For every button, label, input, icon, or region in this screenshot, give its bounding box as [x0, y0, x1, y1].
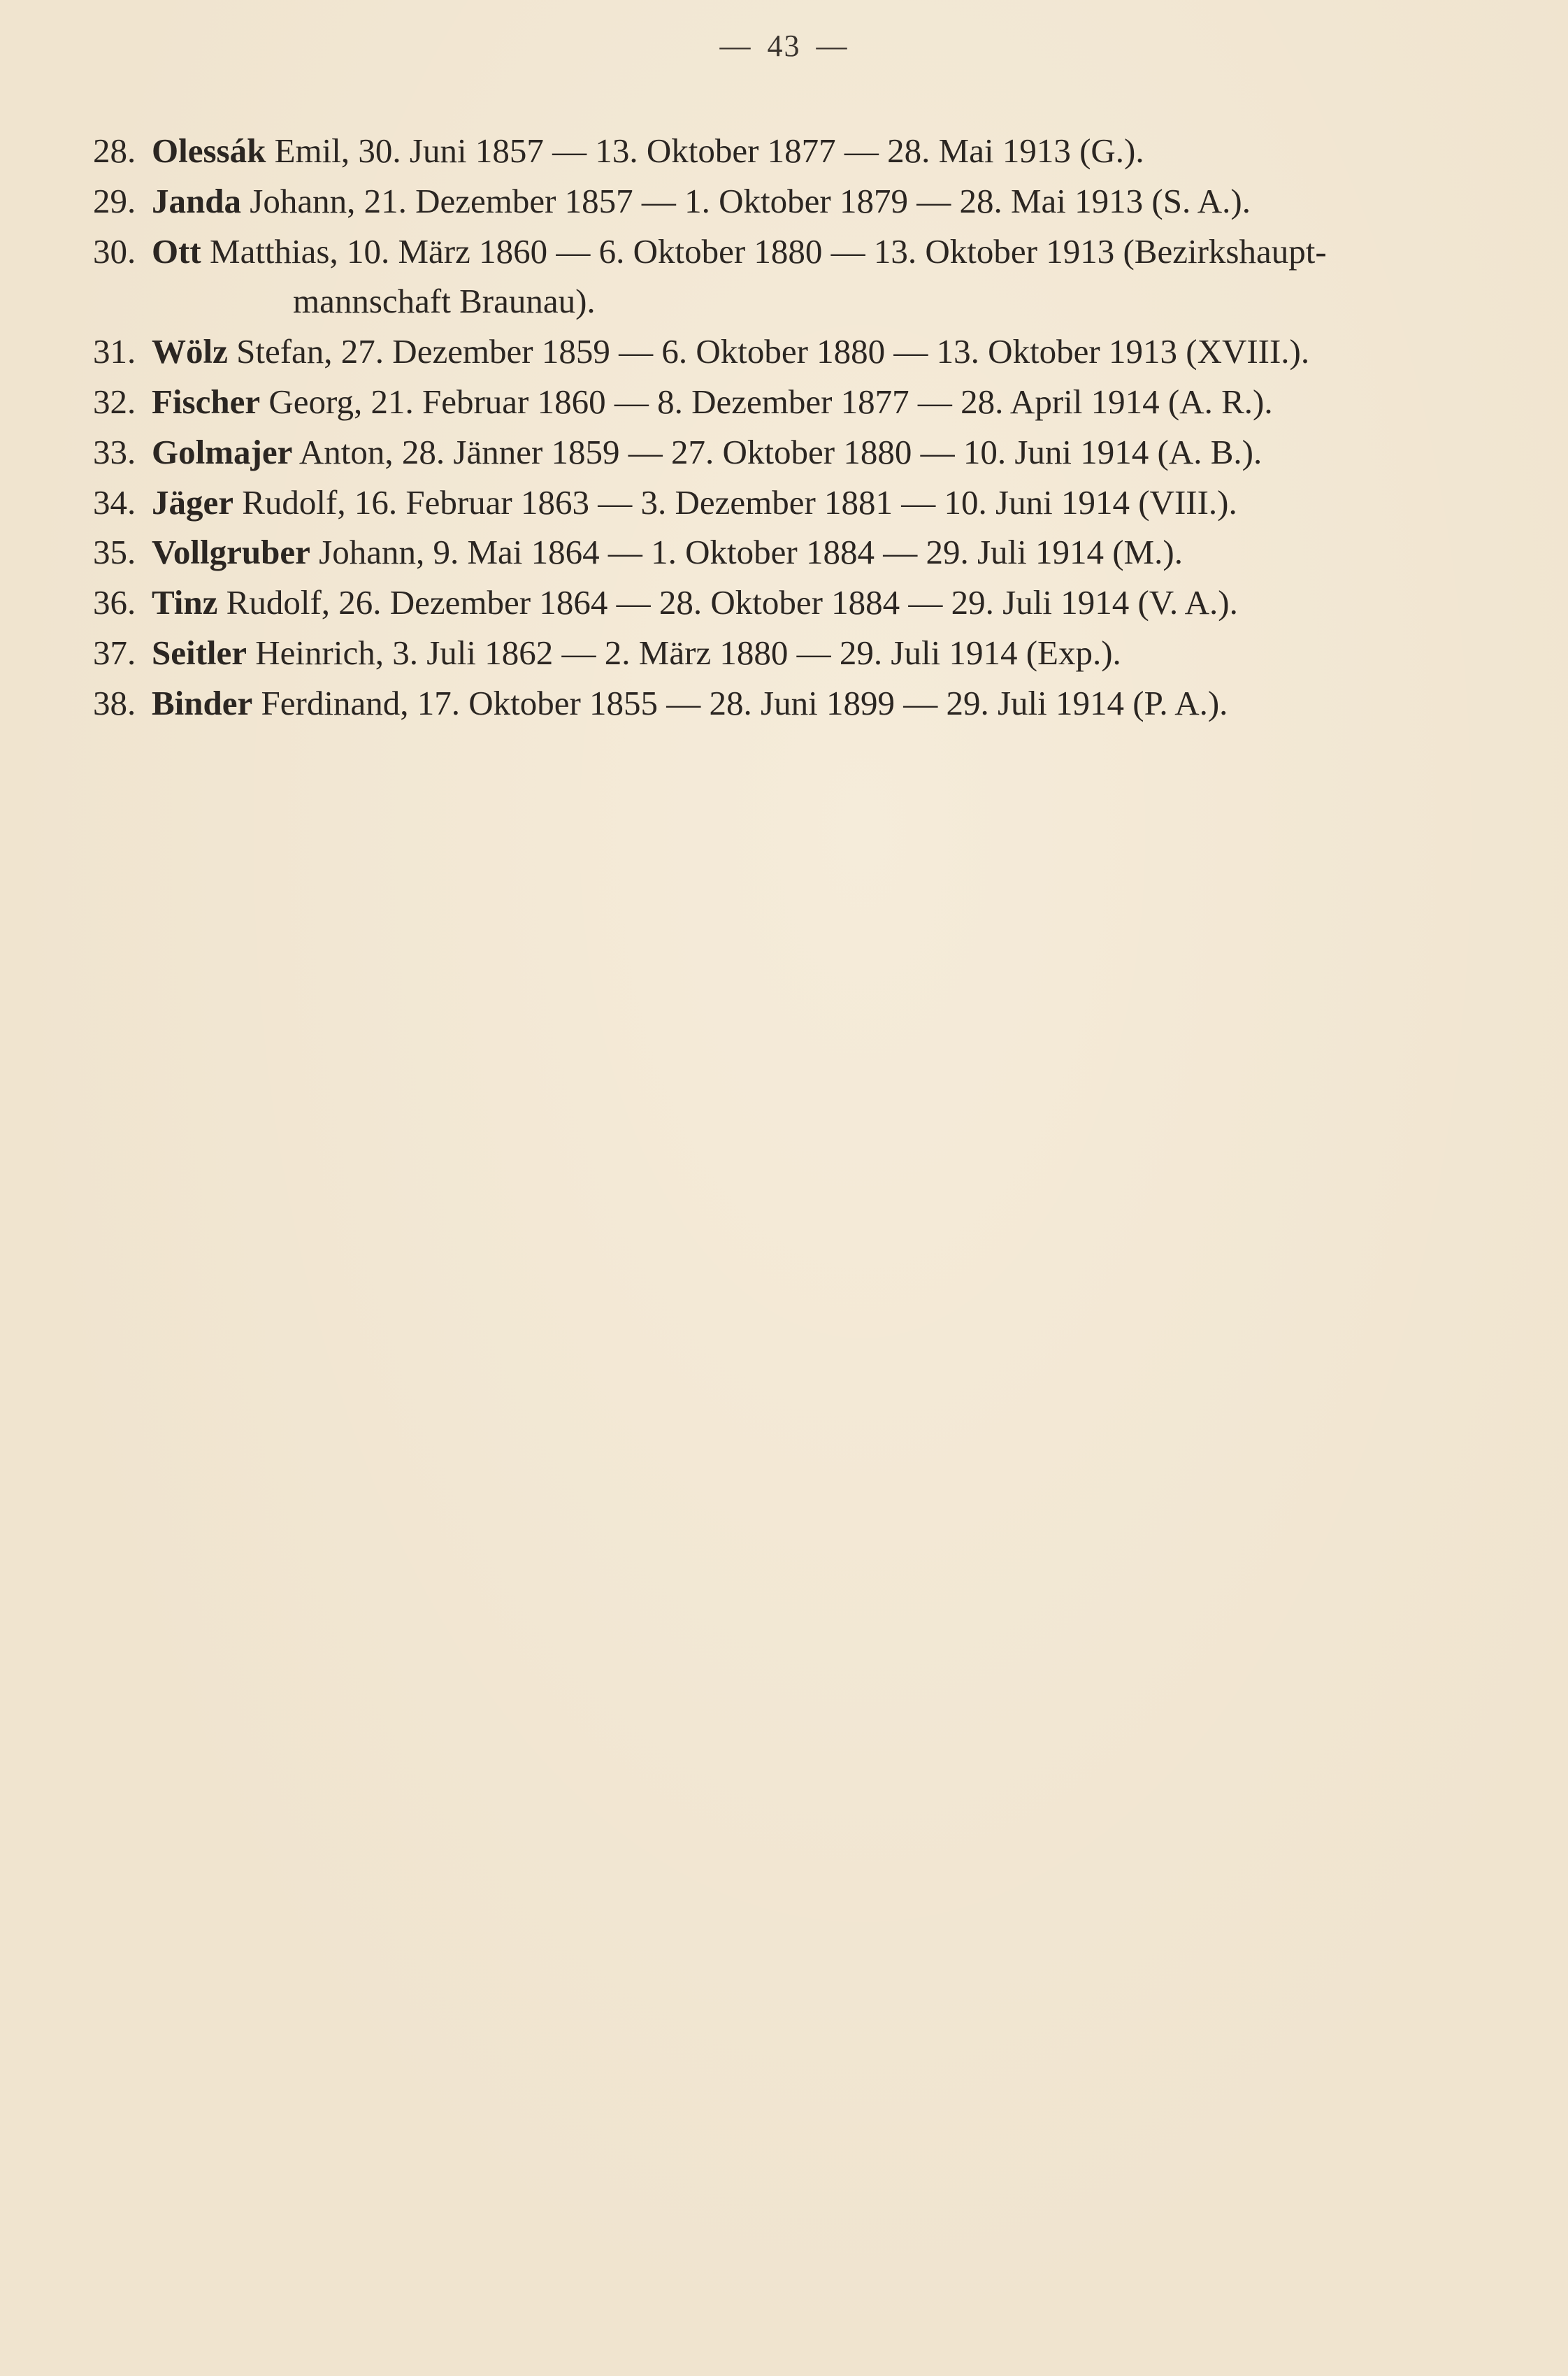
entry-surname: Tinz — [152, 583, 218, 622]
entry-number: 31. — [93, 332, 136, 371]
page-number-dash-right: — — [816, 29, 849, 63]
entry-number: 28. — [93, 131, 136, 170]
entry-details: Johann, 21. Dezember 1857 — 1. Oktober 1879 — 28. Mai 1913 (S. A.). — [241, 181, 1251, 220]
entry-surname: Seitler — [152, 633, 247, 672]
entry-number: 35. — [93, 533, 136, 572]
list-item — [93, 478, 1498, 528]
entry-list — [93, 126, 1498, 729]
entry-details: Georg, 21. Februar 1860 — 8. Dezember 1877 — 28. April 1914 (A. R.). — [260, 382, 1273, 421]
entry-details: Rudolf, 16. Februar 1863 — 3. Dezember 1881 — 10. Juni 1914 (VIII.). — [233, 482, 1237, 522]
entry-surname: Binder — [152, 683, 253, 722]
list-item — [93, 377, 1498, 427]
entry-details: Anton, 28. Jänner 1859 — 27. Oktober 1880 — 10. Juni 1914 (A. B.). — [292, 432, 1263, 471]
entry-number: 29. — [93, 181, 136, 220]
list-item — [93, 628, 1498, 678]
list-item — [93, 427, 1498, 478]
entry-surname: Vollgruber — [152, 533, 310, 572]
entry-number: 33. — [93, 432, 136, 471]
entry-surname: Janda — [152, 181, 242, 220]
entry-details: Johann, 9. Mai 1864 — 1. Oktober 1884 — 29. Juli 1914 (M.). — [310, 533, 1183, 572]
list-item — [93, 527, 1498, 578]
page-number-dash-left: — — [719, 29, 752, 63]
entry-surname: Wölz — [152, 332, 228, 371]
list-item — [93, 327, 1498, 377]
list-item — [93, 578, 1498, 628]
entry-number: 32. — [93, 382, 136, 421]
entry-details: Matthias, 10. März 1860 — 6. Oktober 1880 — 13. Oktober 1913 (Bezirkshaupt- — [201, 231, 1327, 271]
list-item — [93, 126, 1498, 176]
entry-surname: Jäger — [152, 482, 233, 522]
list-item — [93, 678, 1498, 729]
entry-details: Stefan, 27. Dezember 1859 — 6. Oktober 1880 — 13. Oktober 1913 (XVIII.). — [227, 332, 1310, 371]
entry-details: Rudolf, 26. Dezember 1864 — 28. Oktober 1884 — 29. Juli 1914 (V. A.). — [217, 583, 1238, 622]
entry-surname: Fischer — [152, 382, 261, 421]
entry-number: 34. — [93, 482, 136, 522]
entry-number: 36. — [93, 583, 136, 622]
entry-details: Ferdinand, 17. Oktober 1855 — 28. Juni 1899 — 29. Juli 1914 (P. A.). — [252, 683, 1228, 722]
entry-surname: Golmajer — [152, 432, 293, 471]
entry-number: 37. — [93, 633, 136, 672]
entry-number: 38. — [93, 683, 136, 722]
page-number-value: 43 — [767, 29, 801, 63]
list-item — [93, 176, 1498, 227]
entry-number: 30. — [93, 231, 136, 271]
entry-continuation: mannschaft Braunau). — [293, 282, 596, 321]
entry-details: Emil, 30. Juni 1857 — 13. Oktober 1877 — 28. Mai 1913 (G.). — [266, 131, 1144, 170]
entry-details: Heinrich, 3. Juli 1862 — 2. März 1880 — 29. Juli 1914 (Exp.). — [247, 633, 1121, 672]
entry-surname: Olessák — [152, 131, 266, 170]
page-number — [0, 28, 1568, 64]
entry-surname: Ott — [152, 231, 201, 271]
list-item — [93, 227, 1498, 327]
